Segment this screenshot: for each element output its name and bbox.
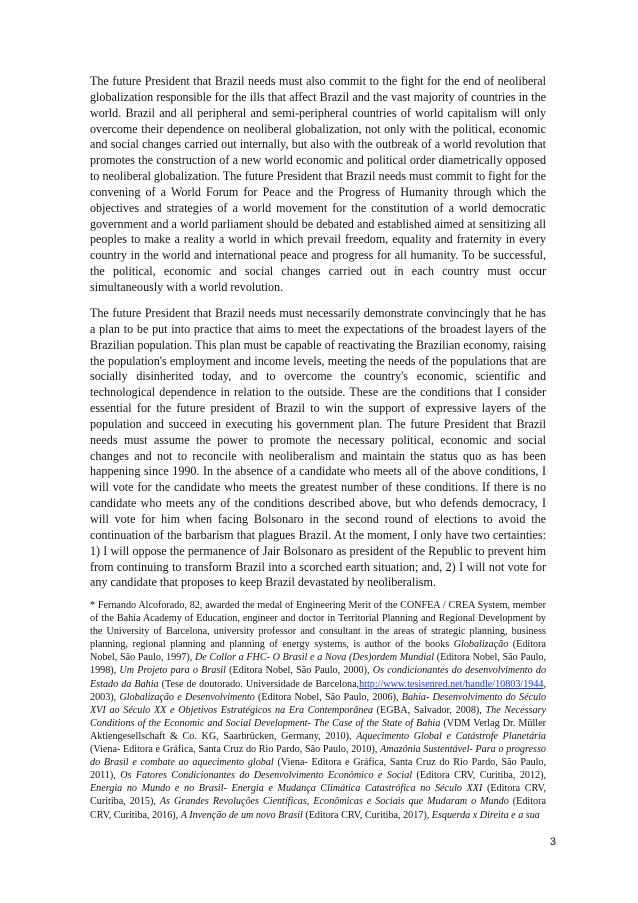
footnote-text: (Editora CRV, Curitiba, 2012), <box>412 770 546 782</box>
book-title: As Grandes Revoluções Científicas, Econômicas e Sociais que Mudaram o Mundo <box>159 796 509 808</box>
book-title: The Necessary Conditions of the Economic and Social Development- The Case of the State of Bahia <box>90 704 546 729</box>
footnote-text: (Tese de doutorado. Universidade de Barcelona, <box>158 678 360 690</box>
book-title: Globalização e Desenvolvimento <box>119 691 255 703</box>
footnote-text: (Editora Nobel, São Paulo, 2000), <box>225 665 373 677</box>
body-paragraph-2: The future President that Brazil needs must necessarily demonstrate convincingly that he has a plan to be put into practice that aims to meet the expectations of the broadest layers of the Brazilian population. This plan must be capable of reactivating the Brazilian economy, raising the population's employment and income levels, meeting the needs of the populations that are socially disinherited today, and to overcome the country's economic, scientific and technological dependence in relation to the outside. These are the conditions that I consider essential for the future president of Brazil to win the support of expressive layers of the population and succeed in executing his government plan. The future President that Brazil needs must assume the power to promote the necessary political, economic and social changes and not to reconcile with neoliberalism and maintain the status quo as has been happening since 1990. In the absence of a candidate who meets all of the above conditions, I will vote for the candidate who meets the greatest number of these conditions. If there is no candidate who meets any of the conditions described above, but who defends democracy, I will vote for him when facing Bolsonaro in the second round of elections to avoid the continuation of the barbarism that plagues Brazil. At the moment, I only have two certainties: 1) I will oppose the permanence of Jair Bolsonaro as president of the Republic to prevent him from continuing to transform Brazil into a scorched earth situation; and, 2) I will not vote for any candidate that proposes to keep Brazil devastated by neoliberalism. <box>90 306 546 590</box>
footnote-text: (Editora CRV, Curitiba, 2015), <box>90 783 546 808</box>
book-title: Aquecimento Global e Catástrofe Planetária <box>356 730 546 742</box>
footnote-text: (EGBA, Salvador, 2008), <box>372 704 486 716</box>
footnote-intro: * Fernando Alcoforado, 82, awarded the medal of Engineering Merit of the CONFEA / CREA System, member of the Bahia Academy of Education, engineer and doctor in Territorial Planning and Regional Development by the University of Barcelona, university professor and consultant in the areas of strategic planning, business planning, regional planning and planning of energy systems, is author of the books <box>90 600 546 651</box>
book-title: Energia no Mundo e no Brasil- Energia e Mudança Climática Catastrófica no Século XXI <box>90 783 483 795</box>
footnote-text: (Editora Nobel, São Paulo, 2006), <box>254 691 402 703</box>
body-paragraph-1: The future President that Brazil needs must also commit to the fight for the end of neoliberal globalization responsible for the ills that affect Brazil and the vast majority of countries in the world. Brazil and all peripheral and semi-peripheral countries of world capitalism will only overcome their dependence on neoliberal globalization, not only with the political, economic and social changes carried out internally, but also with the outbreak of a world revolution that promotes the construction of a new world economic and political order diametrically opposed to neoliberal globalization. The future President that Brazil needs must commit to fight for the convening of a World Forum for Peace and the Progress of Humanity through which the objectives and strategies of a world movement for the constitution of a world democratic government and a world parliament should be debated and established aimed at sensitizing all peoples to make a reality a world in which prevail freedom, equality and fraternity in every country in the world and international peace and progress for all humanity. To be successful, the political, economic and social changes carried out in each country must occur simultaneously with a world revolution. <box>90 74 546 294</box>
book-title: Amazônia Sustentável- Para o progresso do Brasil e combate ao aquecimento global <box>90 744 546 769</box>
footnote-text: (Editora CRV, Curitiba, 2016), <box>90 796 546 821</box>
author-footnote <box>90 599 546 822</box>
page-number: 3 <box>549 836 556 848</box>
book-title: Globalização <box>453 639 509 651</box>
book-title: Um Projeto para o Brasil <box>119 665 226 677</box>
book-title: Os condicionantes do desenvolvimento do Estado da Bahia <box>90 665 547 690</box>
footnote-text: (Editora Nobel, São Paulo, 1998), <box>90 652 546 677</box>
footnote-text: , 2003), <box>90 678 546 703</box>
book-title: Esquerda x Direita e a sua <box>431 809 540 821</box>
footnote-text: (Editora Nobel, São Paulo, 1997), <box>90 639 546 664</box>
thesis-link[interactable]: http://www.tesisenred.net/handle/10803/1944 <box>359 678 544 690</box>
book-title: Os Fatores Condicionantes do Desenvolvimento Econômico e Social <box>120 770 413 782</box>
book-title: A Invenção de um novo Brasil <box>180 809 303 821</box>
book-title: De Collor a FHC- O Brasil e a Nova (Des)ordem Mundial <box>194 652 435 664</box>
footnote-text: (Viena- Editora e Gráfica, Santa Cruz do Rio Pardo, São Paulo, 2011), <box>90 757 546 782</box>
book-title: Bahia- Desenvolvimento do Século XVI ao Século XX e Objetivos Estratégicos na Era Contemporânea <box>90 691 547 716</box>
footnote-text: (Viena- Editora e Gráfica, Santa Cruz do Rio Pardo, São Paulo, 2010), <box>90 744 381 756</box>
footnote-text: (Editora CRV, Curitiba, 2017), <box>302 809 432 821</box>
footnote-text: (VDM Verlag Dr. Müller Aktiengesellschaft & Co. KG, Saarbrücken, Germany, 2010), <box>90 717 546 742</box>
